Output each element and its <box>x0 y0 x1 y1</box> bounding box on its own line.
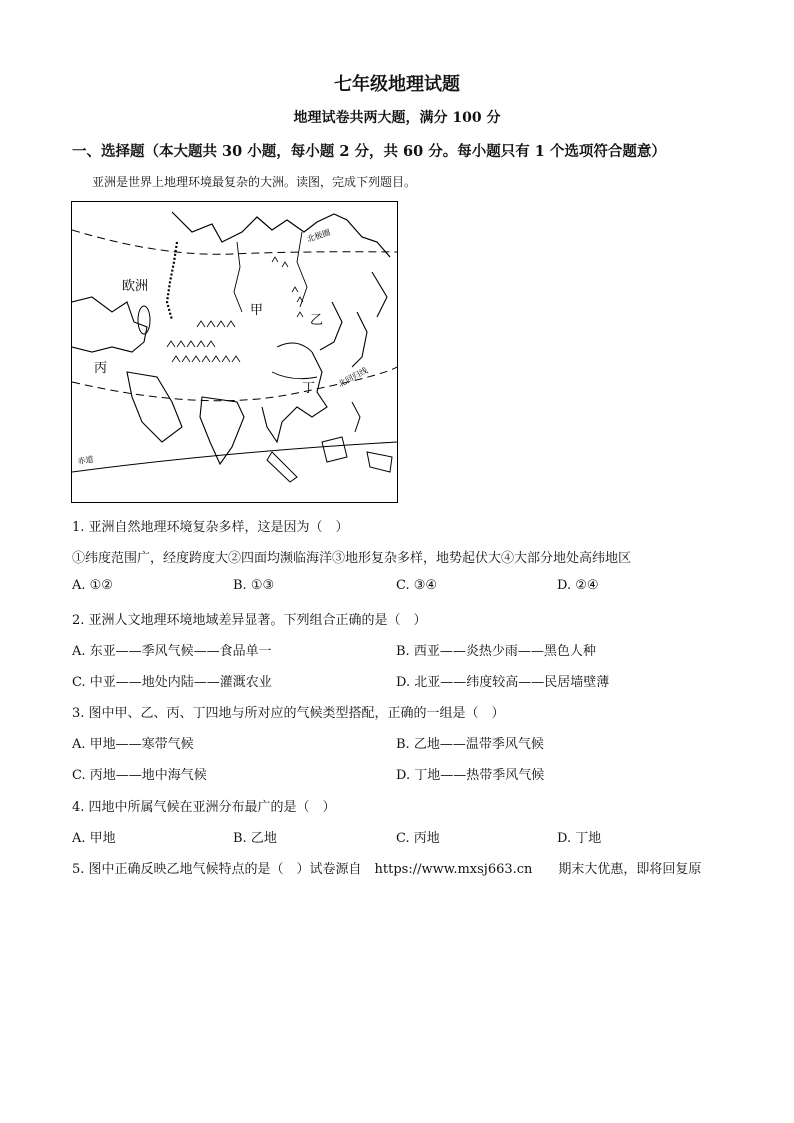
question-1-note: ①纬度范围广，经度跨度大②四面均濒临海洋③地形复杂多样，地势起伏大④大部分地处高纬地区 <box>72 551 632 566</box>
question-2-stem: 2. 亚洲人文地理环境地域差异显著。下列组合正确的是（ ） <box>72 613 427 628</box>
mountain-symbols <box>167 257 303 362</box>
question-2-option-d[interactable]: D. 北亚——纬度较高——民居墙壁薄 <box>396 675 610 690</box>
map-label-yi: 乙 <box>310 313 324 328</box>
question-4-stem: 4. 四地中所属气候在亚洲分布最广的是（ ） <box>72 800 336 815</box>
question-1-option-a[interactable]: A. ①② <box>72 578 113 593</box>
caspian-sea <box>138 306 150 334</box>
north-coastline <box>172 212 390 257</box>
question-1-option-c[interactable]: C. ③④ <box>396 578 438 593</box>
ural-mountains <box>167 242 177 320</box>
question-1-stem: 1. 亚洲自然地理环境复杂多样，这是因为（ ） <box>72 520 349 535</box>
kamchatka <box>372 272 387 317</box>
arabia-coast <box>127 372 182 442</box>
question-4-option-d[interactable]: D. 丁地 <box>557 831 602 846</box>
question-3-option-a[interactable]: A. 甲地——寒带气候 <box>72 737 194 752</box>
island-sumatra <box>267 452 297 482</box>
river-yenisei <box>234 242 242 312</box>
question-3-option-d[interactable]: D. 丁地——热带季风气候 <box>396 768 545 783</box>
river-huanghe <box>277 343 312 352</box>
asia-map-svg <box>72 202 397 502</box>
question-4-option-b[interactable]: B. 乙地 <box>233 831 277 846</box>
question-intro: 亚洲是世界上地理环境最复杂的大洲。读图，完成下列题目。 <box>92 175 417 189</box>
map-label-bing: 丙 <box>94 361 108 376</box>
question-2-option-a[interactable]: A. 东亚——季风气候——食品单一 <box>72 644 272 659</box>
question-3-option-b[interactable]: B. 乙地——温带季风气候 <box>396 737 544 752</box>
arctic-circle-line <box>72 230 397 254</box>
asia-map <box>71 201 398 503</box>
island-borneo <box>322 437 347 462</box>
island-philippines <box>352 402 360 432</box>
equator-line <box>72 442 397 472</box>
west-coastline <box>72 297 147 352</box>
map-label-tropic: 北回归线 <box>336 365 370 389</box>
section-heading: 一、选择题（本大题共 30 小题，每小题 2 分，共 60 分。每小题只有 1 个选项符合题意） <box>72 143 666 160</box>
page-title: 七年级地理试题 <box>334 74 460 95</box>
question-1-option-b[interactable]: B. ①③ <box>233 578 275 593</box>
question-4-option-a[interactable]: A. 甲地 <box>72 831 116 846</box>
map-label-arctic: 北极圈 <box>305 227 332 244</box>
question-2-option-c[interactable]: C. 中亚——地处内陆——灌溉农业 <box>72 675 272 690</box>
map-label-jia: 甲 <box>250 303 264 318</box>
island-newguinea <box>367 452 392 472</box>
japan-islands <box>352 312 367 367</box>
question-4-option-c[interactable]: C. 丙地 <box>396 831 440 846</box>
map-label-ding: 丁 <box>302 381 316 396</box>
map-label-equator: 赤道 <box>77 454 95 466</box>
northeast-coast <box>320 302 342 350</box>
page-subtitle: 地理试卷共两大题，满分 100 分 <box>293 110 501 126</box>
question-1-option-d[interactable]: D. ②④ <box>557 578 599 593</box>
question-5-stem: 5. 图中正确反映乙地气候特点的是（ ）试卷源自 https://www.mxsj663.cn 期末大优惠，即将回复原 <box>72 862 702 877</box>
river-changjiang <box>272 372 317 379</box>
river-lena <box>297 232 307 307</box>
question-3-stem: 3. 图中甲、乙、丙、丁四地与所对应的气候类型搭配，正确的一组是（ ） <box>72 706 505 721</box>
question-2-option-b[interactable]: B. 西亚——炎热少雨——黑色人种 <box>396 644 596 659</box>
map-label-europe: 欧洲 <box>122 279 149 294</box>
question-3-option-c[interactable]: C. 丙地——地中海气候 <box>72 768 207 783</box>
